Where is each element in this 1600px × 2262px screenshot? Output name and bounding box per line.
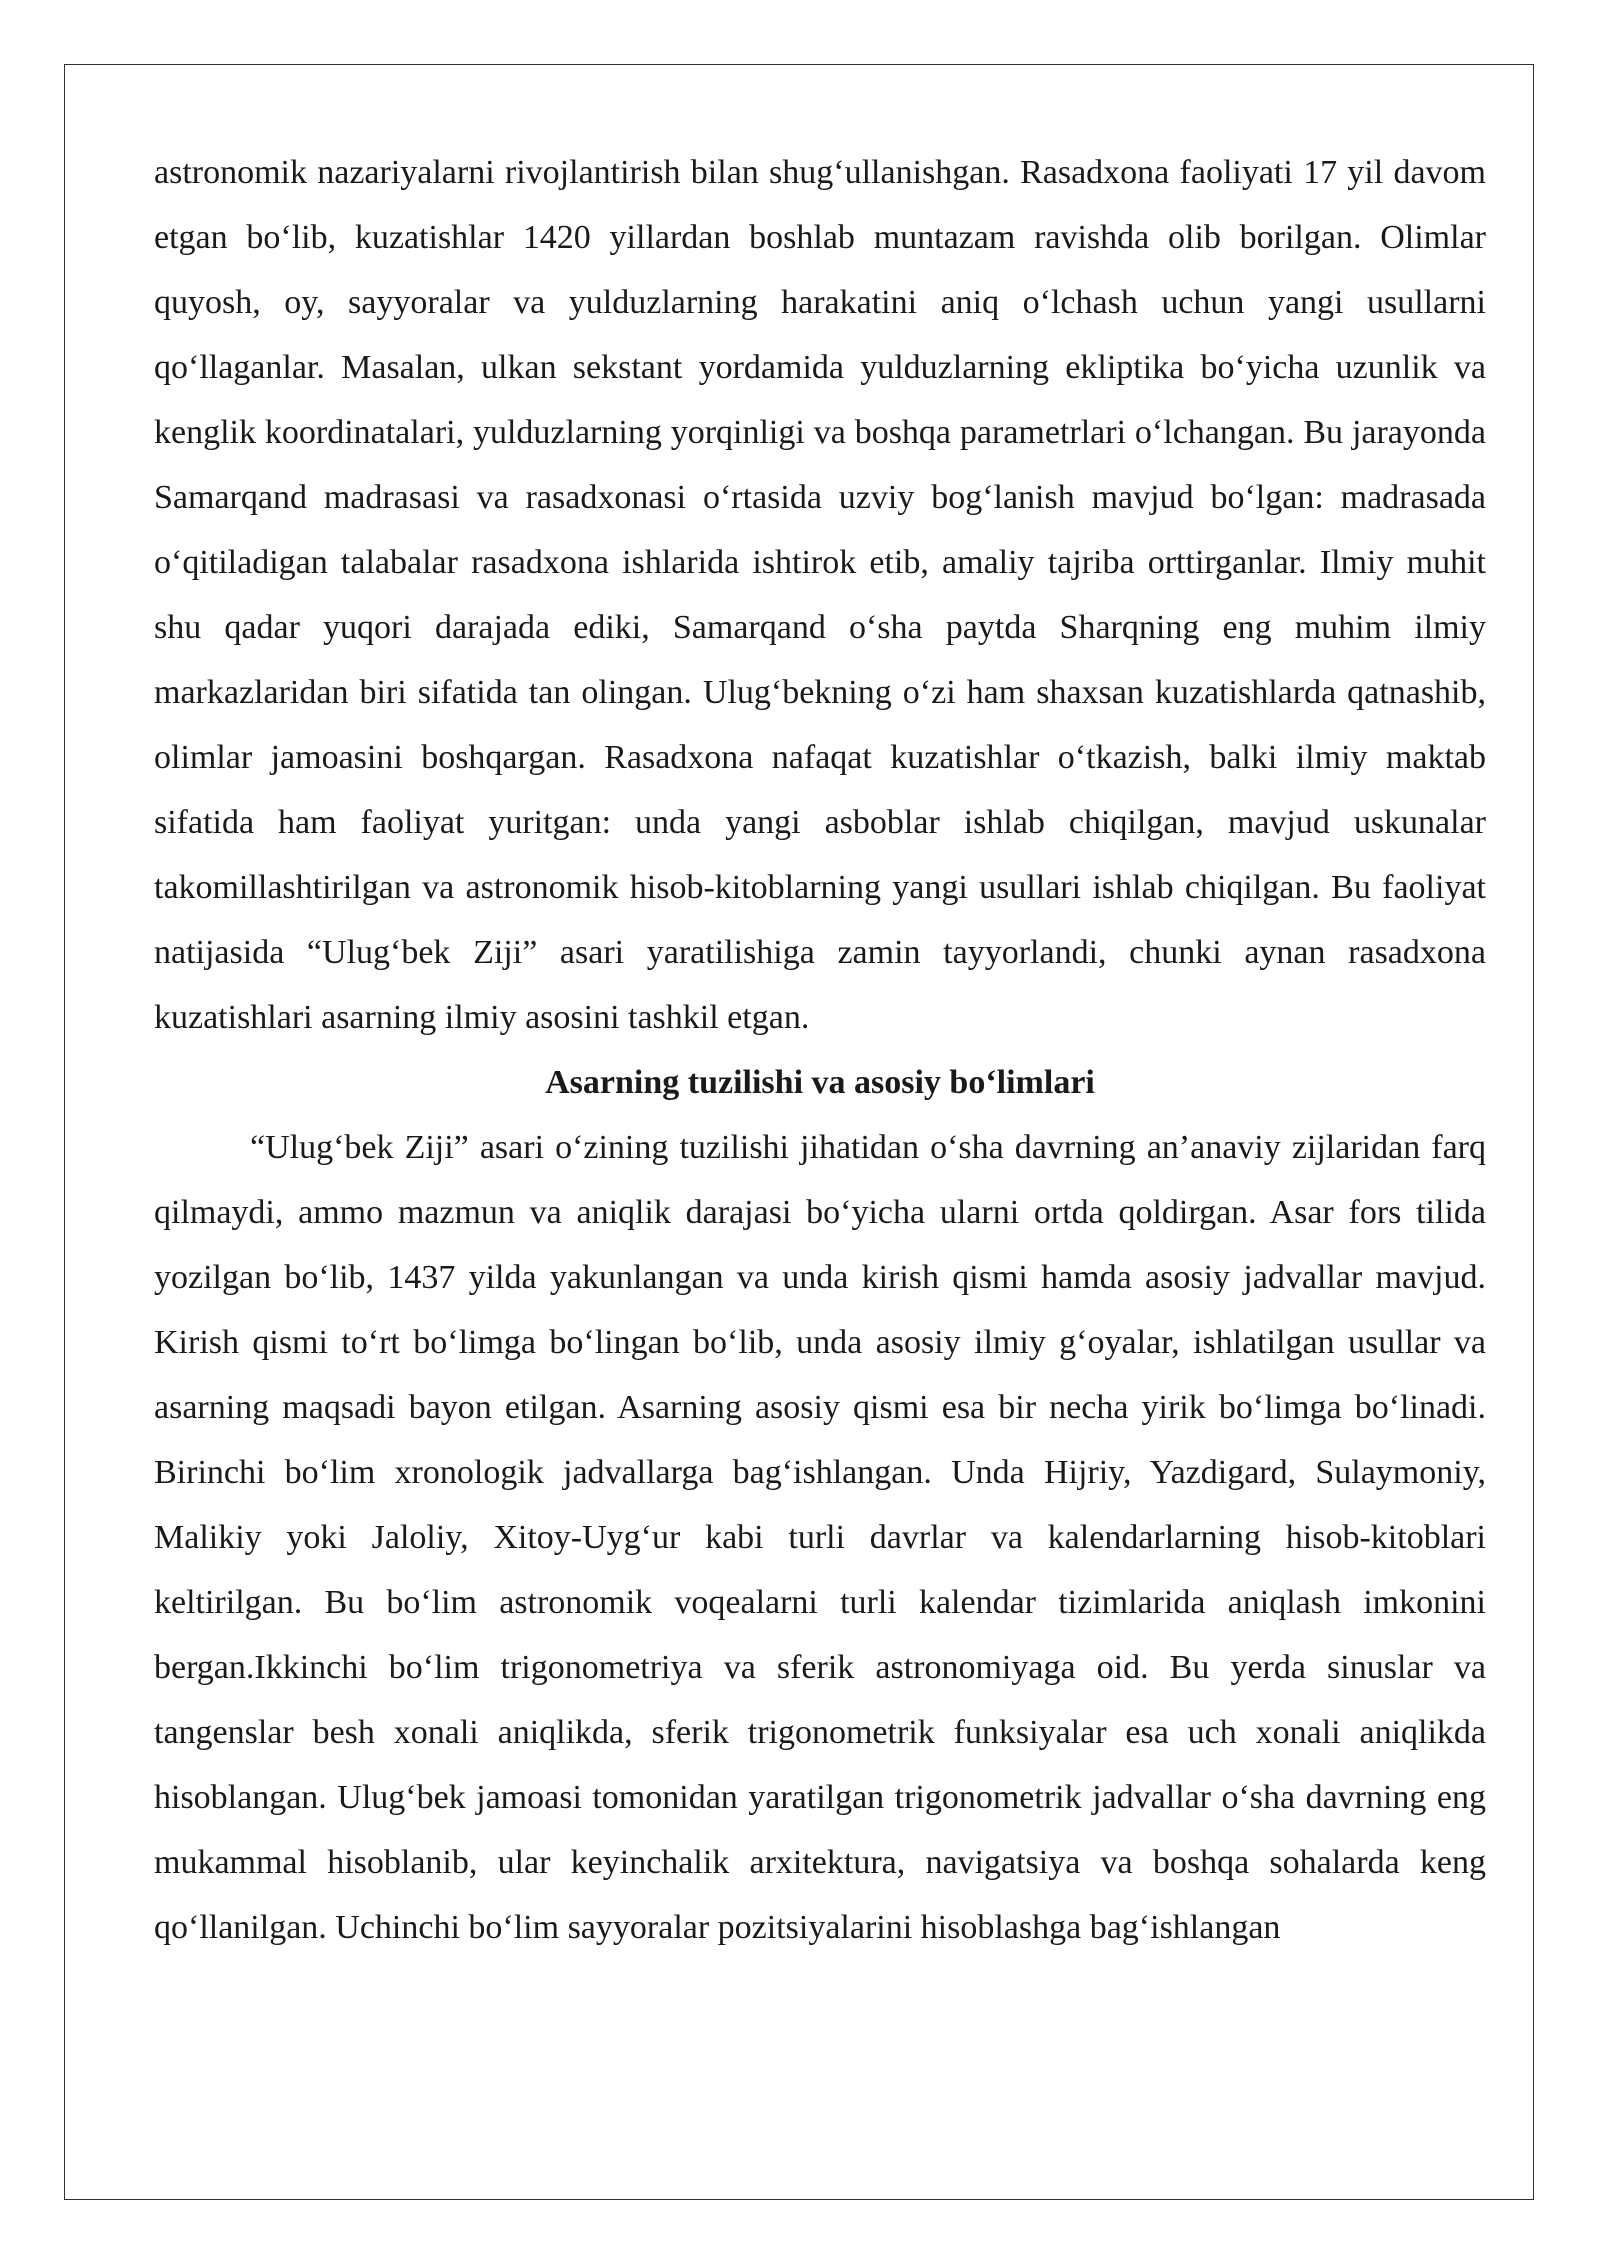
body-paragraph-2: “Ulug‘bek Ziji” asari o‘zining tuzilishi jihatidan o‘sha davrning an’anaviy zijlaridan farq qilmaydi, ammo mazmun va aniqlik darajasi bo‘yicha ularni ortda qoldirgan. Asar fors tilida yozilgan bo‘lib, 1437 yilda yakunlangan va unda kirish qismi hamda asosiy jadvallar mavjud. Kirish qismi to‘rt bo‘limga bo‘lingan bo‘lib, unda asosiy ilmiy g‘oyalar, ishlatilgan usullar va asarning maqsadi bayon etilgan. Asarning asosiy qismi esa bir necha yirik bo‘limga bo‘linadi. Birinchi bo‘lim xronologik jadvallarga bag‘ishlangan. Unda Hijriy, Yazdigard, Sulaymoniy, Malikiy yoki Jaloliy, Xitoy-Uyg‘ur kabi turli davrlar va kalendarlarning hisob-kitoblari keltirilgan. Bu bo‘lim astronomik voqealarni turli kalendar tizimlarida aniqlash imkonini bergan.Ikkinchi bo‘lim trigonometriya va sferik astronomiyaga oid. Bu yerda sinuslar va tangenslar besh xonali aniqlikda, sferik trigonometrik funksiyalar esa uch xonali aniqlikda hisoblangan. Ulug‘bek jamoasi tomonidan yaratilgan trigonometrik jadvallar o‘sha davrning eng mukammal hisoblanib, ular keyinchalik arxitektura, navigatsiya va boshqa sohalarda keng qo‘llanilgan. Uchinchi bo‘lim sayyoralar pozitsiyalarini hisoblashga bag‘ishlangan bbox=[154, 1129, 1486, 1946]
document-body bbox=[154, 140, 1486, 1960]
section-heading: Asarning tuzilishi va asosiy bo‘limlari bbox=[545, 1064, 1095, 1101]
body-paragraph-1: astronomik nazariyalarni rivojlantirish bilan shug‘ullanishgan. Rasadxona faoliyati 17 yil davom etgan bo‘lib, kuzatishlar 1420 yillardan boshlab muntazam ravishda olib borilgan. Olimlar quyosh, oy, sayyoralar va yulduzlarning harakatini aniq o‘lchash uchun yangi usullarni qo‘llaganlar. Masalan, ulkan sekstant yordamida yulduzlarning ekliptika bo‘yicha uzunlik va kenglik koordinatalari, yulduzlarning yorqinligi va boshqa parametrlari o‘lchangan. Bu jarayonda Samarqand madrasasi va rasadxonasi o‘rtasida uzviy bog‘lanish mavjud bo‘lgan: madrasada o‘qitiladigan talabalar rasadxona ishlarida ishtirok etib, amaliy tajriba orttirganlar. Ilmiy muhit shu qadar yuqori darajada ediki, Samarqand o‘sha paytda Sharqning eng muhim ilmiy markazlaridan biri sifatida tan olingan. Ulug‘bekning o‘zi ham shaxsan kuzatishlarda qatnashib, olimlar jamoasini boshqargan. Rasadxona nafaqat kuzatishlar o‘tkazish, balki ilmiy maktab sifatida ham faoliyat yuritgan: unda yangi asboblar ishlab chiqilgan, mavjud uskunalar takomillashtirilgan va astronomik hisob-kitoblarning yangi usullari ishlab chiqilgan. Bu faoliyat natijasida “Ulug‘bek Ziji” asari yaratilishiga zamin tayyorlandi, chunki aynan rasadxona kuzatishlari asarning ilmiy asosini tashkil etgan. bbox=[154, 154, 1486, 1036]
